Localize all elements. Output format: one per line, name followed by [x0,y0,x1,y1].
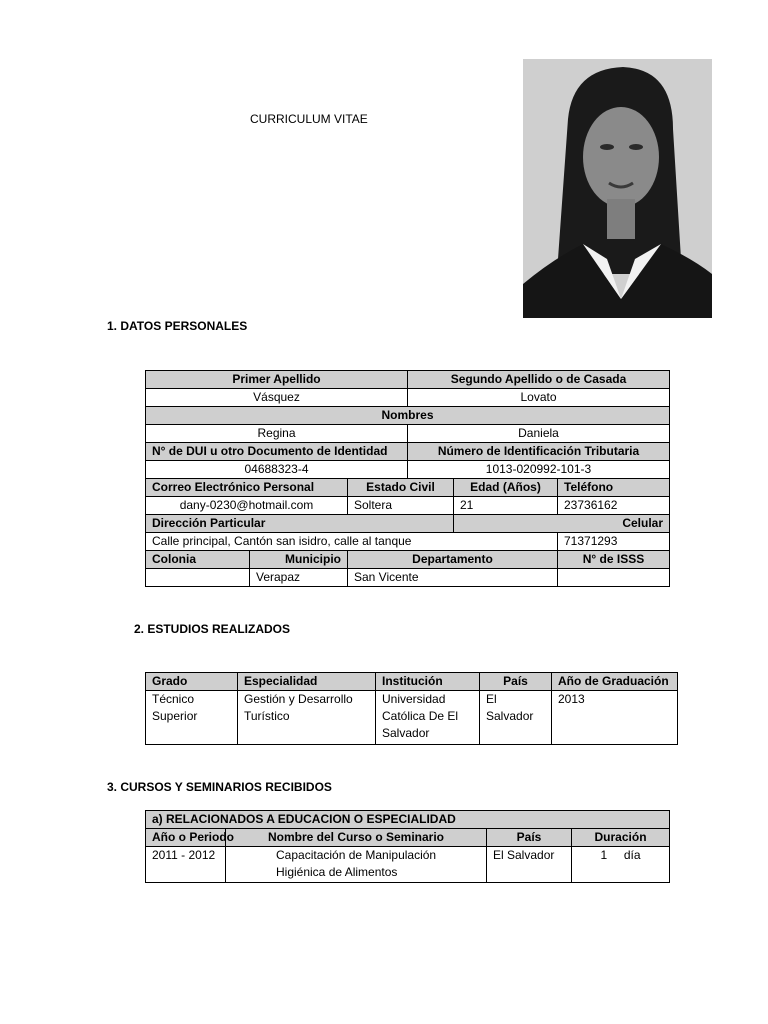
header-grado: Grado [146,673,238,691]
municipio-value: Verapaz [250,569,348,587]
anio-graduacion-value: 2013 [552,691,678,745]
header-segundo-apellido: Segundo Apellido o de Casada [408,371,670,389]
studies-table [145,672,678,745]
header-pais-curso: País [487,829,572,847]
nit-value: 1013-020992-101-3 [408,461,670,479]
pais-value: El Salvador [480,691,552,745]
segundo-apellido-value: Lovato [408,389,670,407]
header-isss: N° de ISSS [558,551,670,569]
profile-photo [523,59,712,318]
nombre1-value: Regina [146,425,408,443]
dui-value: 04688323-4 [146,461,408,479]
grado-value: Técnico Superior [146,691,238,745]
portrait-image [523,59,712,318]
header-primer-apellido: Primer Apellido [146,371,408,389]
page-title: CURRICULUM VITAE [250,112,368,126]
isss-value [558,569,670,587]
header-edad: Edad (Años) [454,479,558,497]
header-especialidad: Especialidad [238,673,376,691]
especialidad-value: Gestión y Desarrollo Turístico [238,691,376,745]
header-anio-periodo: Año o Periodo [146,829,226,847]
header-pais: País [480,673,552,691]
header-nombre-curso: Nombre del Curso o Seminario [226,829,487,847]
direccion-value: Calle principal, Cantón san isidro, calle al tanque [146,533,558,551]
header-nit: Número de Identificación Tributaria [408,443,670,461]
section-studies: 2. ESTUDIOS REALIZADOS [134,622,291,636]
duracion-value: 1 día [572,847,670,883]
header-municipio: Municipio [250,551,348,569]
header-telefono: Teléfono [558,479,670,497]
header-anio-graduacion: Año de Graduación [552,673,678,691]
header-direccion: Dirección Particular [146,515,454,533]
header-estado-civil: Estado Civil [348,479,454,497]
courses-group-header: a) RELACIONADOS A EDUCACION O ESPECIALIDAD [146,811,670,829]
header-colonia: Colonia [146,551,250,569]
header-dui: N° de DUI u otro Documento de Identidad [146,443,408,461]
telefono-value: 23736162 [558,497,670,515]
personal-data-table [145,370,670,587]
celular-value: 71371293 [558,533,670,551]
nombre2-value: Daniela [408,425,670,443]
header-duracion: Duración [572,829,670,847]
edad-value: 21 [454,497,558,515]
header-correo: Correo Electrónico Personal [146,479,348,497]
section-personal: 1. DATOS PERSONALES [107,319,248,333]
header-nombres: Nombres [146,407,670,425]
colonia-value [146,569,250,587]
institucion-value: Universidad Católica De El Salvador [376,691,480,745]
courses-table [145,810,670,883]
header-institucion: Institución [376,673,480,691]
header-celular: Celular [454,515,670,533]
section-courses: 3. CURSOS Y SEMINARIOS RECIBIDOS [107,780,332,794]
anio-periodo-value: 2011 - 2012 [146,847,226,883]
primer-apellido-value: Vásquez [146,389,408,407]
header-departamento: Departamento [348,551,558,569]
estado-civil-value: Soltera [348,497,454,515]
nombre-curso-value: Capacitación de Manipulación Higiénica de Alimentos [226,847,487,883]
pais-curso-value: El Salvador [487,847,572,883]
departamento-value: San Vicente [348,569,558,587]
correo-value: dany-0230@hotmail.com [146,497,348,515]
